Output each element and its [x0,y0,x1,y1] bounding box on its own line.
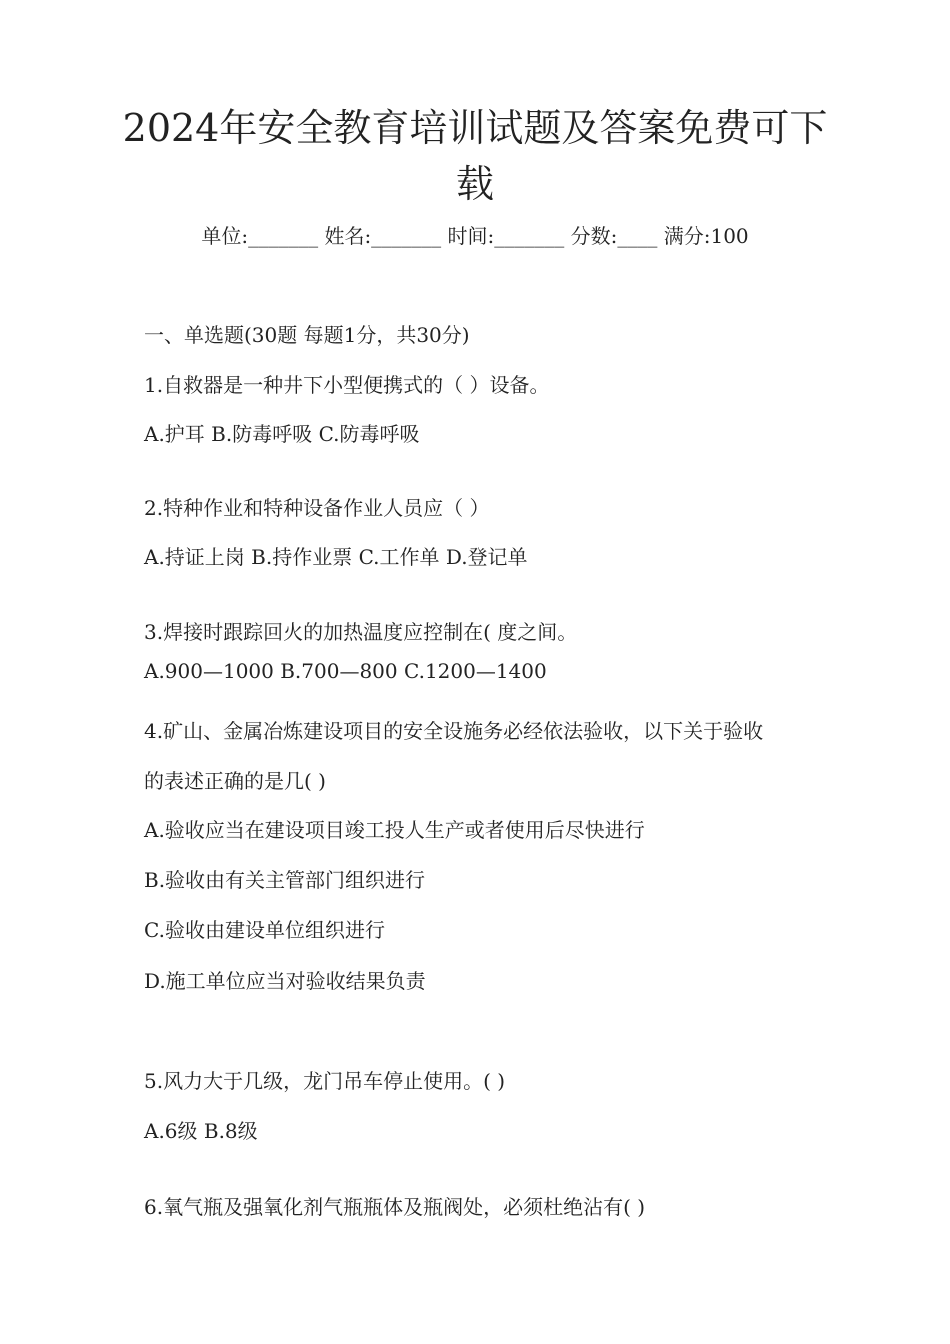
question-1-stem: 1.自救器是一种井下小型便携式的（ ）设备。 [144,373,550,397]
document-title [120,100,830,212]
title-line-1: 2024年安全教育培训试题及答案免费可下 [122,106,828,150]
question-5-stem: 5.风力大于几级，龙门吊车停止使用。( ) [144,1069,506,1093]
question-3-stem: 3.焊接时跟踪回火的加热温度应控制在( 度之间。 [144,620,578,644]
title-line-2: 载 [455,162,494,206]
section-heading: 一、单选题(30题 每题1分，共30分) [144,323,470,347]
question-5-options: A.6级 B.8级 [144,1119,258,1143]
question-4-option-b: B.验收由有关主管部门组织进行 [144,868,426,892]
question-3-options: A.900—1000 B.700—800 C.1200—1400 [144,659,547,683]
question-4-stem-line-1: 4.矿山、金属冶炼建设项目的安全设施务必经依法验收，以下关于验收 [144,719,764,743]
question-4-option-a: A.验收应当在建设项目竣工投人生产或者使用后尽快进行 [144,818,645,842]
question-6-stem: 6.氧气瓶及强氧化剂气瓶瓶体及瓶阀处，必须杜绝沾有( ) [144,1195,646,1219]
question-4-option-d: D.施工单位应当对验收结果负责 [144,969,426,993]
question-4-stem-line-2: 的表述正确的是几( ) [144,769,326,793]
question-2-options: A.持证上岗 B.持作业票 C.工作单 D.登记单 [144,545,528,569]
exam-info-line: 单位:_______ 姓名:_______ 时间:_______ 分数:____ 满分:100 [201,224,749,248]
question-2-stem: 2.特种作业和特种设备作业人员应（ ） [144,496,490,520]
question-4-option-c: C.验收由建设单位组织进行 [144,918,385,942]
question-1-options: A.护耳 B.防毒呼吸 C.防毒呼吸 [144,422,420,446]
